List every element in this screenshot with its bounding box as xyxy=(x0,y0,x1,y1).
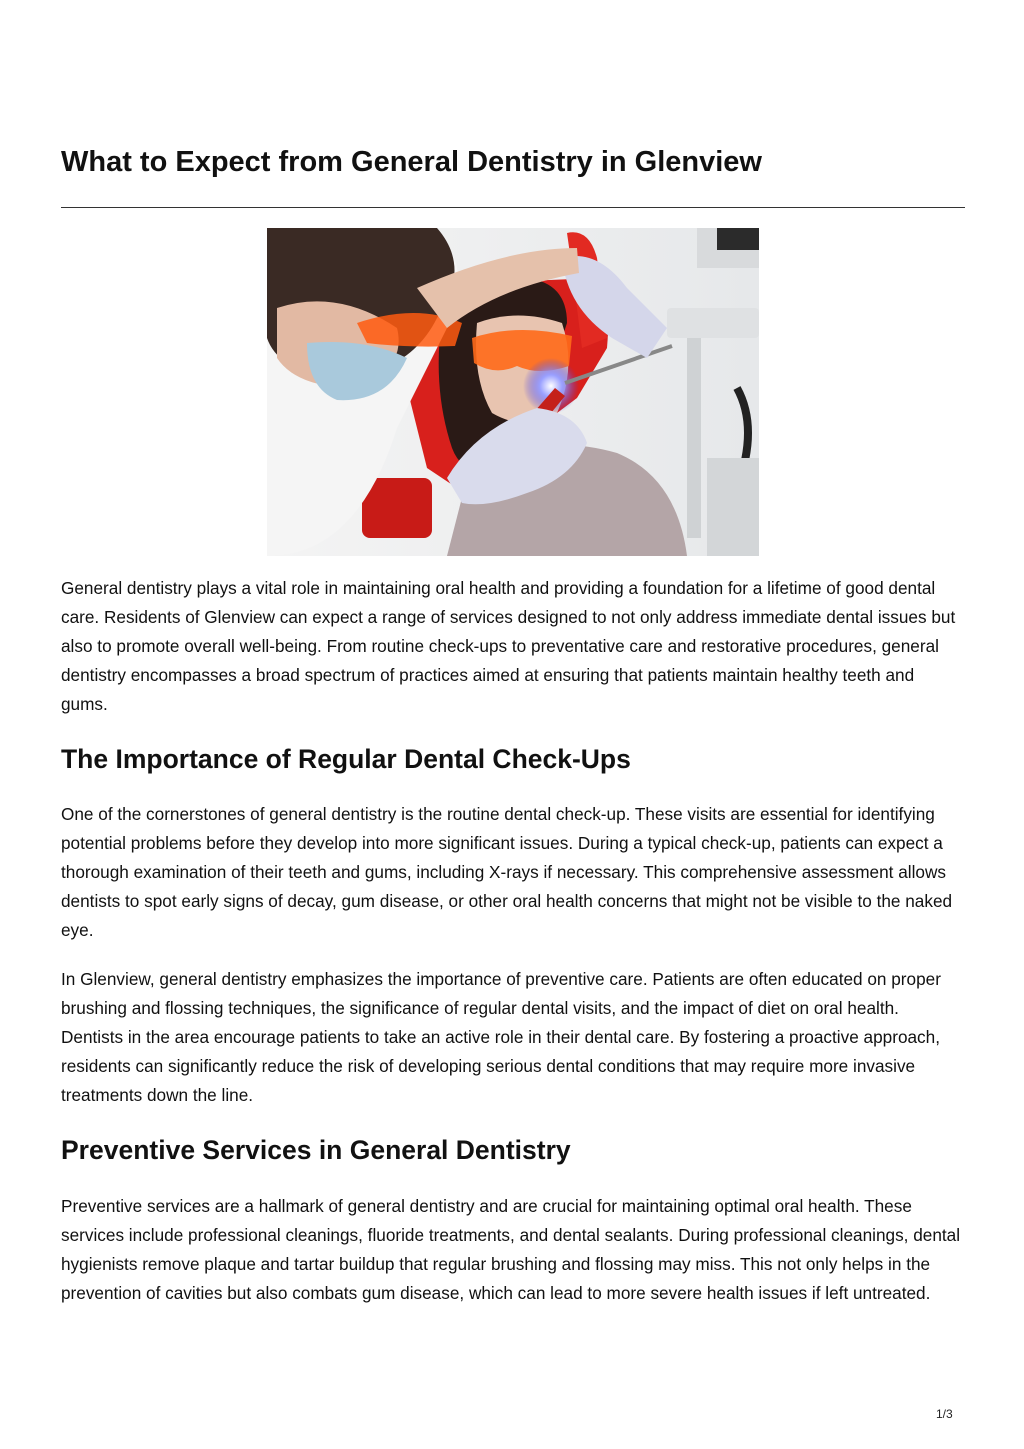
section-heading-preventive: Preventive Services in General Dentistry xyxy=(61,1135,571,1165)
section-heading-checkups: The Importance of Regular Dental Check-Ups xyxy=(61,744,631,774)
page-number: 1/3 xyxy=(936,1407,953,1421)
preventive-paragraph-1: Preventive services are a hallmark of general dentistry and are crucial for maintaining optimal oral health. These services include professional cleanings, fluoride treatments, and dental sealants. During professional cleanings, dental hygienists remove plaque and tartar buildup that regular brushing and flossing may miss. This not only helps in the prevention of cavities but also combats gum disease, which can lead to more severe health issues if left untreated. xyxy=(61,1196,961,1303)
checkups-paragraph-2: In Glenview, general dentistry emphasizes the importance of preventive care. Patients are often educated on proper brushing and flossing techniques, the significance of regular dental visits, and the impact of diet on oral health. Dentists in the area encourage patients to take an active role in their dental care. By fostering a proactive approach, residents can significantly reduce the risk of developing serious dental conditions that may require more invasive treatments down the line. xyxy=(61,969,941,1105)
checkups-paragraph-1: One of the cornerstones of general dentistry is the routine dental check-up. These visits are essential for identifying potential problems before they develop into more significant issues. During a typical check-up, patients can expect a thorough examination of their teeth and gums, including X-rays if necessary. This comprehensive assessment allows dentists to spot early signs of decay, gum disease, or other oral health concerns that might not be visible to the naked eye. xyxy=(61,804,953,940)
title-divider xyxy=(61,207,965,208)
hero-image-dental-procedure xyxy=(267,228,759,556)
page-title: What to Expect from General Dentistry in Glenview xyxy=(61,146,762,178)
intro-paragraph: General dentistry plays a vital role in maintaining oral health and providing a foundation for a lifetime of good dental care. Residents of Glenview can expect a range of services designed to not only address immediate dental issues but also to promote overall well-being. From routine check-ups to preventative care and restorative procedures, general dentistry encompasses a broad spectrum of practices aimed at ensuring that patients maintain healthy teeth and gums. xyxy=(61,578,956,714)
